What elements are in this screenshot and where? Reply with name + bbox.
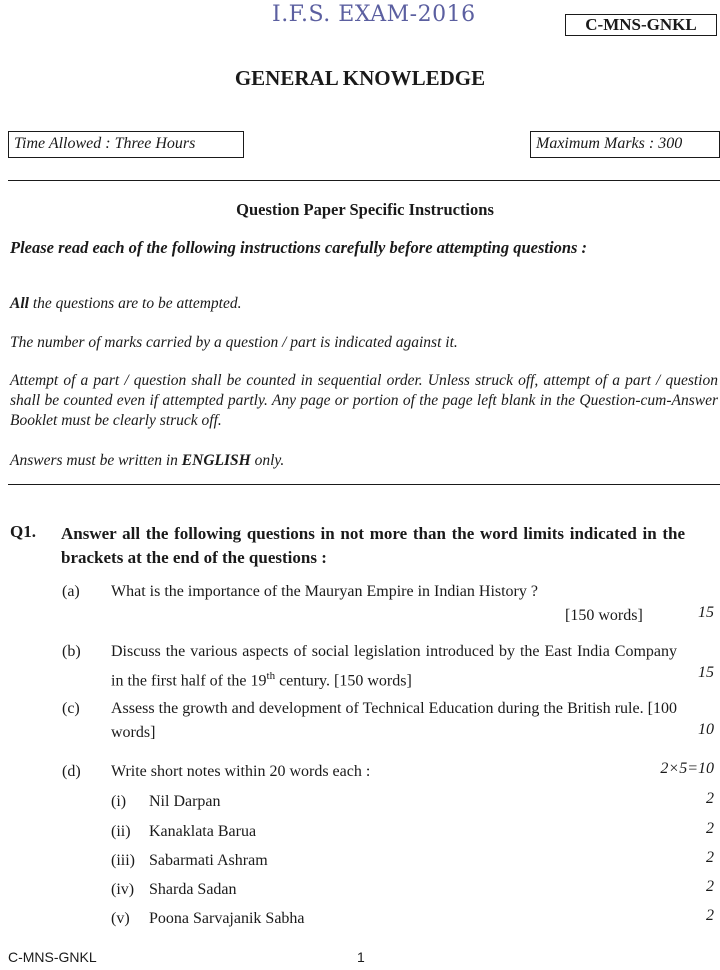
part-b-marks: 15 [698,664,714,681]
divider-bottom [8,484,720,485]
page-title: GENERAL KNOWLEDGE [234,66,486,90]
maximum-marks-box: Maximum Marks : 300 [530,131,720,158]
part-c-label: (c) [62,700,80,717]
footer-paper-code: C-MNS-GNKL [8,949,97,965]
part-a-label: (a) [62,583,80,600]
instructions-intro: Please read each of the following instructions carefully before attempting questions : [10,238,588,257]
part-d-item-marks: 2 [706,907,714,924]
part-d-item-label: (iv) [111,881,135,898]
exam-stamp: I.F.S. EXAM-2016 [272,2,476,27]
part-b-text-tail: century. [150 words] [275,672,412,690]
part-a-word-limit: [150 words] [565,607,643,624]
part-d-item-marks: 2 [706,820,714,837]
question-text: Answer all the following questions in not more than the word limits indicated in the brackets at the end of the questions : [61,524,685,567]
part-d-item-text: Sharda Sadan [149,881,237,898]
part-d-item-text: Kanaklata Barua [149,823,257,840]
part-b-superscript: th [266,670,276,682]
part-d-item-marks: 2 [706,878,714,895]
part-d-item-text: Poona Sarvajanik Sabha [149,910,305,927]
part-d-item-marks: 2 [706,849,714,866]
page-number: 1 [357,949,365,965]
question-number: Q1. [10,522,36,541]
part-b-text [111,640,677,693]
part-d-text: Write short notes within 20 words each : [111,763,371,780]
instruction-language-tail: only. [250,452,285,469]
part-d-item-label: (v) [111,910,130,927]
part-a-text: What is the importance of the Mauryan Empire in Indian History ? [111,583,538,600]
instructions-heading: Question Paper Specific Instructions [236,200,494,219]
part-d-item-marks: 2 [706,790,714,807]
paper-code-box: C-MNS-GNKL [565,14,717,36]
instruction-marks-note: The number of marks carried by a question / part is indicated against it. [10,334,458,351]
part-d-item-text: Sabarmati Ashram [149,852,268,869]
part-a-marks: 15 [698,604,714,621]
divider-top [8,180,720,181]
part-d-item-text: Nil Darpan [149,793,221,810]
time-allowed-box: Time Allowed : Three Hours [8,131,244,158]
instruction-language [10,451,718,471]
part-d-item-label: (ii) [111,823,131,840]
instruction-all-lead: All [10,295,29,312]
instruction-attempt-note: Attempt of a part / question shall be counted in sequential order. Unless struck off, attempt of a part / question shall be counted even if attempted partly. Any page or portion of the page left blank in the Question-cum-Answer Booklet must be clearly struck off. [10,372,718,429]
instruction-all-attempted [10,294,718,314]
part-b-text-main: Discuss the various aspects of social legislation introduced by the East India Company in the first half of the 19 [111,643,677,690]
part-d-label: (d) [62,763,81,780]
part-b-label: (b) [62,643,81,660]
part-d-marks: 2×5=10 [660,760,714,777]
instruction-language-word: ENGLISH [181,452,251,469]
part-c-marks: 10 [698,721,714,738]
part-d-item-label: (iii) [111,852,135,869]
part-c-text: Assess the growth and development of Technical Education during the British rule. [100 words] [111,700,677,741]
part-d-item-label: (i) [111,793,127,810]
instruction-all-rest: the questions are to be attempted. [28,295,242,312]
instruction-language-lead: Answers must be written in [10,452,182,469]
